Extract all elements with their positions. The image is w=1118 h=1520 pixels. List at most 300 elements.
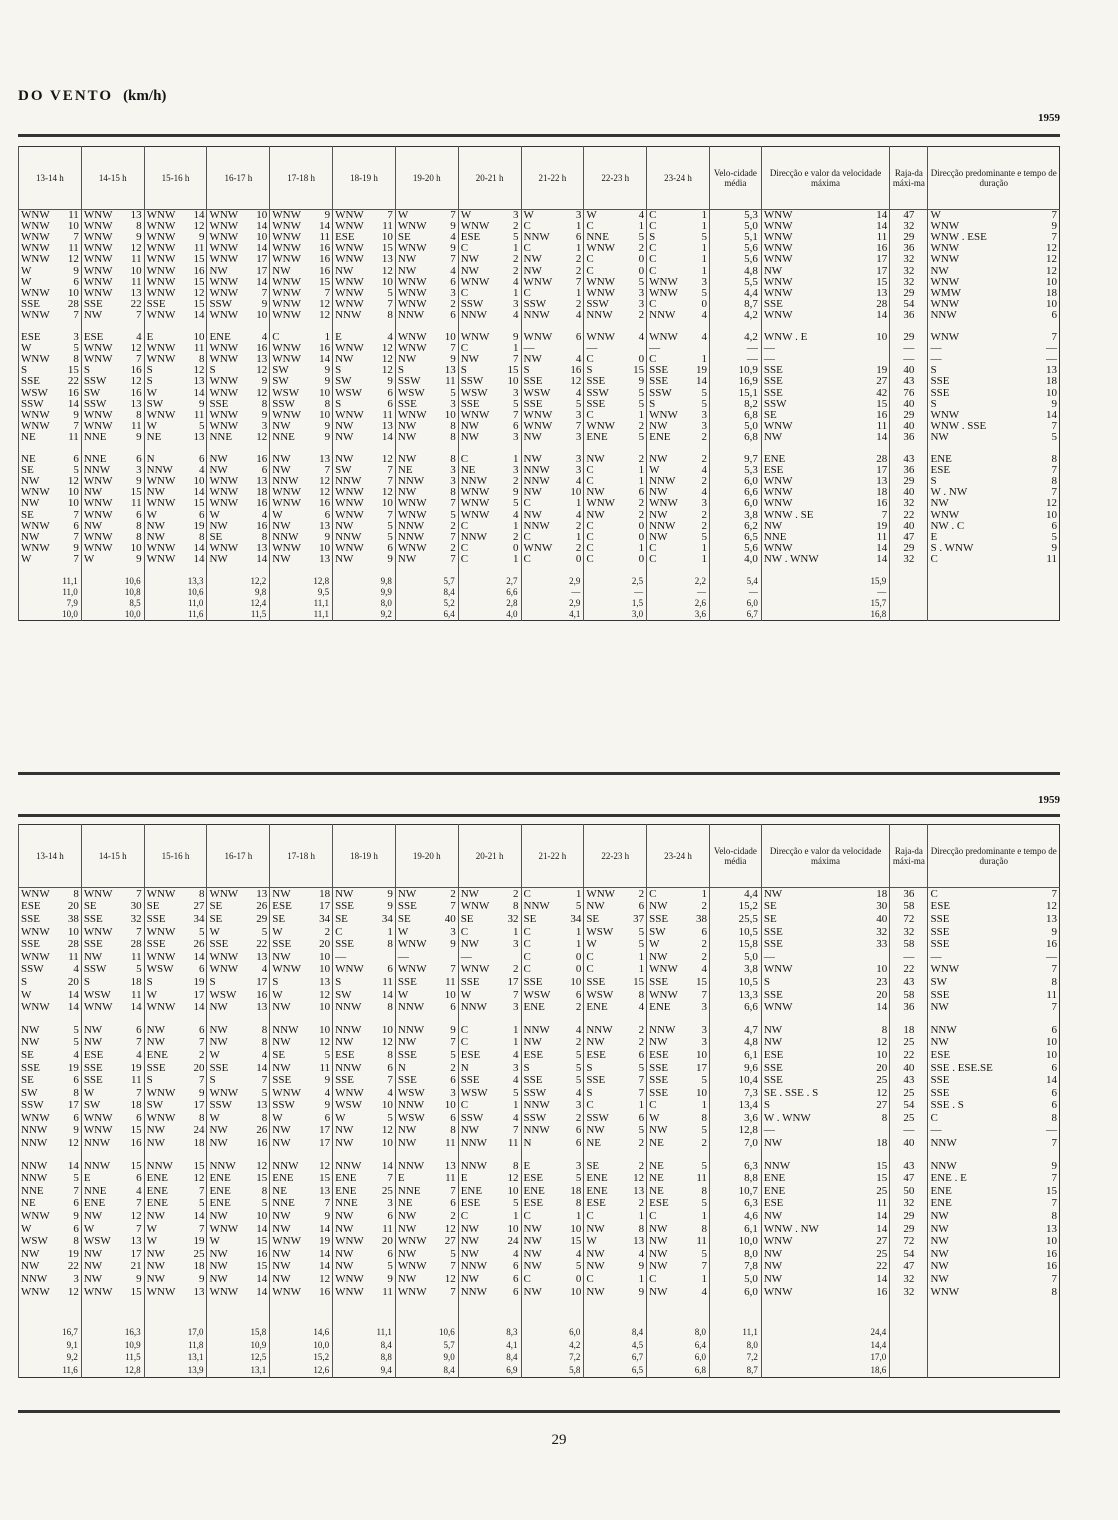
- table-cell: 19: [193, 1235, 205, 1248]
- table-cell: 9: [324, 431, 331, 443]
- average-cell: 7,2: [709, 1352, 761, 1365]
- table-cell: 12: [193, 365, 205, 377]
- table-cell: 7: [73, 509, 79, 521]
- table-cell: 19: [695, 365, 707, 377]
- table-cell: 9: [638, 376, 645, 388]
- table-row: [19, 410, 1060, 421]
- average-row: [19, 1326, 1060, 1339]
- table-cell: 27: [193, 900, 205, 913]
- table-cell: 4: [513, 309, 519, 321]
- table-cell: SSE: [207, 938, 248, 951]
- table-cell: C: [584, 521, 625, 532]
- table-cell: 14: [876, 1001, 888, 1014]
- unit-text: (km/h): [123, 88, 167, 104]
- table-cell: 10: [319, 950, 331, 963]
- table-cell: C: [458, 1210, 499, 1223]
- table-cell: NW: [761, 1137, 865, 1150]
- table-cell: WNW: [761, 1286, 865, 1299]
- table-cell: 15: [193, 254, 205, 266]
- table-cell: 25: [193, 1248, 205, 1260]
- table-cell: ESE: [761, 465, 865, 476]
- average-cell: 1,5: [584, 598, 647, 609]
- table-cell: 6: [575, 232, 582, 244]
- table-cell: 20: [876, 1061, 888, 1074]
- table-cell: 6: [1051, 309, 1057, 321]
- table-cell: C: [584, 254, 625, 265]
- table-cell: 1: [638, 409, 645, 421]
- table-cell: NW: [333, 1125, 374, 1138]
- table-cell: WSW: [333, 388, 374, 399]
- table-cell: 2: [324, 925, 331, 938]
- table-cell: S: [207, 365, 248, 376]
- table-cell: [374, 951, 396, 964]
- table-cell: 14: [381, 1159, 393, 1172]
- table-cell: S . WNW: [928, 543, 1035, 554]
- table-cell: 4: [261, 332, 268, 344]
- table-cell: NW: [928, 432, 1035, 443]
- table-cell: 5,0: [709, 221, 761, 232]
- table-cell: W: [81, 1087, 122, 1100]
- table-cell: 10: [444, 988, 456, 1001]
- average-cell: 11,5: [207, 609, 270, 621]
- table-cell: S: [333, 976, 374, 989]
- table-cell: 1: [575, 1210, 582, 1223]
- table-cell: NW: [144, 1024, 185, 1037]
- table-cell: 10: [130, 542, 142, 554]
- table-cell: WNW: [207, 498, 248, 509]
- table-cell: NNW: [458, 1001, 499, 1014]
- table-cell: 4: [513, 509, 519, 521]
- table-cell: NNW: [584, 310, 625, 321]
- table-cell: E: [81, 1172, 122, 1185]
- table-cell: C: [647, 210, 688, 222]
- table-cell: ESE: [928, 1049, 1035, 1062]
- table-cell: 5: [513, 1086, 519, 1099]
- table-cell: 5,6: [709, 543, 761, 554]
- table-cell: 1: [575, 938, 582, 951]
- table-cell: WNW: [81, 1001, 122, 1014]
- table-cell: WNW: [270, 343, 311, 354]
- table-cell: 9: [324, 1210, 331, 1223]
- table-row: [19, 288, 1060, 299]
- table-cell: NW: [395, 1037, 436, 1050]
- table-cell: 10: [507, 1222, 519, 1235]
- average-cell: 5,2: [395, 598, 458, 609]
- table-cell: WNW: [81, 926, 122, 939]
- table-cell: NW: [144, 487, 185, 498]
- table-cell: 4,6: [709, 1210, 761, 1223]
- table-cell: 9: [73, 409, 79, 421]
- table-cell: WNW: [207, 376, 248, 387]
- table-cell: NW: [333, 1137, 374, 1150]
- table-cell: SE: [333, 913, 374, 926]
- table-cell: NW: [458, 432, 499, 443]
- column-header: 17-18 h: [270, 825, 333, 888]
- table-cell: 28: [67, 298, 79, 310]
- table-cell: 12: [193, 287, 205, 299]
- table-cell: 8: [575, 1197, 582, 1210]
- table-cell: 2: [513, 221, 519, 233]
- table-row: [19, 388, 1060, 399]
- table-cell: 1: [513, 243, 519, 255]
- table-cell: C: [521, 964, 562, 977]
- table-cell: 30: [130, 900, 142, 913]
- table-cell: 22: [67, 376, 79, 388]
- table-cell: 16,9: [709, 376, 761, 387]
- table-cell: 6,3: [709, 1160, 761, 1173]
- table-cell: 1: [324, 332, 331, 344]
- table-cell: 4: [198, 465, 205, 477]
- average-row: [19, 1352, 1060, 1365]
- table-cell: 13: [381, 254, 393, 266]
- table-cell: 10: [319, 1023, 331, 1036]
- table-cell: 9: [324, 1099, 331, 1112]
- table-cell: 16: [876, 409, 888, 421]
- table-cell: 15: [193, 498, 205, 510]
- table-cell: NW: [19, 476, 60, 487]
- table-cell: 15: [130, 1124, 142, 1137]
- table-cell: 32: [890, 1286, 928, 1299]
- table-cell: NNW: [395, 1160, 436, 1173]
- average-cell: 15,9: [761, 576, 889, 587]
- table-cell: S: [395, 365, 436, 376]
- table-cell: SW: [19, 1087, 60, 1100]
- table-cell: WNW: [333, 487, 374, 498]
- table-cell: 24: [193, 1124, 205, 1137]
- average-cell: 8,4: [584, 1326, 647, 1339]
- table-cell: WNW: [928, 510, 1035, 521]
- table-cell: NW: [521, 487, 562, 498]
- table-cell: [625, 343, 647, 354]
- table-cell: ENE: [207, 1198, 248, 1211]
- table-cell: WNW: [761, 498, 865, 509]
- table-cell: 1: [638, 950, 645, 963]
- table-cell: NW: [270, 1261, 311, 1274]
- table-cell: ENE: [270, 1172, 311, 1185]
- table-cell: 5: [513, 232, 519, 244]
- table-cell: 9: [387, 887, 393, 900]
- table-cell: 40: [890, 521, 928, 532]
- table-cell: 47: [890, 1261, 928, 1274]
- column-header: Direcção e valor da velocidade máxima: [761, 825, 889, 888]
- average-cell: 2,9: [521, 576, 584, 587]
- table-cell: WNW: [207, 410, 248, 421]
- table-cell: WNW: [395, 221, 436, 232]
- table-cell: WNW: [19, 310, 60, 321]
- table-cell: WNW: [81, 476, 122, 487]
- table-cell: NE: [19, 1198, 60, 1211]
- table-cell: WNW: [333, 410, 374, 421]
- table-cell: NW: [928, 1223, 1035, 1236]
- table-cell: C: [584, 1100, 625, 1113]
- table-cell: WNW: [458, 964, 499, 977]
- table-cell: 16: [319, 498, 331, 510]
- average-cell: 17,0: [144, 1326, 207, 1339]
- table-cell: 6,0: [709, 476, 761, 487]
- average-cell: 14,4: [761, 1339, 889, 1352]
- table-cell: W: [270, 989, 311, 1002]
- table-cell: WNW: [19, 543, 60, 554]
- table-cell: 32: [890, 1273, 928, 1286]
- table-cell: 17: [507, 976, 519, 988]
- table-cell: 11: [696, 1172, 707, 1185]
- average-cell: 9,2: [19, 1352, 82, 1365]
- table-cell: 12,8: [709, 1125, 761, 1138]
- column-header: Velo-cidade média: [709, 147, 761, 210]
- table-cell: WNW: [19, 410, 60, 421]
- table-cell: SSW: [647, 388, 688, 399]
- table-cell: WNW: [333, 1286, 374, 1299]
- table-cell: NW: [81, 487, 122, 498]
- table-cell: 8: [1051, 1112, 1057, 1124]
- table-cell: 7: [1051, 232, 1057, 244]
- column-header: 18-19 h: [333, 147, 396, 210]
- table-cell: C: [584, 354, 625, 365]
- table-cell: SE: [207, 532, 248, 543]
- table-cell: SSE: [270, 938, 311, 951]
- average-cell: 15,8: [207, 1326, 270, 1339]
- table-cell: WNW: [19, 1286, 60, 1299]
- table-cell: 33: [876, 938, 888, 951]
- table-cell: W: [647, 1112, 688, 1125]
- table-cell: 10,9: [709, 365, 761, 376]
- table-cell: 7: [450, 1260, 456, 1273]
- table-cell: NW: [19, 1024, 60, 1037]
- table-cell: 12: [381, 354, 393, 366]
- table-cell: 8,2: [709, 399, 761, 410]
- table-cell: 14: [67, 1001, 79, 1014]
- table-cell: ESE: [761, 1049, 865, 1062]
- table-cell: 14: [319, 1260, 331, 1273]
- table-cell: C: [458, 288, 499, 299]
- table-cell: WMW: [928, 288, 1035, 299]
- table-cell: ENE: [584, 1001, 625, 1014]
- table-cell: S: [144, 976, 185, 989]
- table-cell: 13: [876, 476, 888, 488]
- table-cell: 6,8: [709, 410, 761, 421]
- average-row: [19, 1339, 1060, 1352]
- table-cell: 9: [324, 1074, 331, 1087]
- table-row: [19, 421, 1060, 432]
- table-cell: W: [647, 465, 688, 476]
- table-cell: 32: [890, 926, 928, 939]
- table-cell: NW: [521, 1235, 562, 1248]
- table-row: [19, 432, 1060, 443]
- table-cell: SSE: [144, 1062, 185, 1075]
- table-cell: 32: [507, 913, 519, 925]
- table-cell: 2: [638, 498, 645, 510]
- table-cell: 9: [136, 431, 142, 443]
- table-cell: ENE: [584, 432, 625, 443]
- table-cell: 28: [876, 298, 888, 310]
- table-cell: 14: [256, 1273, 268, 1286]
- table-cell: 26: [193, 938, 205, 951]
- table-cell: 2: [701, 938, 707, 951]
- table-cell: 7,8: [709, 1261, 761, 1274]
- table-cell: —: [761, 354, 865, 365]
- table-cell: SSE: [647, 1087, 688, 1100]
- average-cell: 6,4: [647, 1339, 710, 1352]
- table-cell: SE: [395, 232, 436, 243]
- average-cell: 4,0: [458, 609, 521, 621]
- table-cell: NE: [647, 1160, 688, 1173]
- table-cell: WNW: [333, 277, 374, 288]
- table-cell: 13: [319, 1185, 331, 1197]
- table-cell: 4: [701, 487, 707, 499]
- table-cell: WNW: [270, 1235, 311, 1248]
- table-cell: 4: [513, 1112, 519, 1124]
- table-cell: 10,4: [709, 1074, 761, 1087]
- table-cell: 7: [450, 209, 456, 222]
- table-cell: —: [890, 343, 928, 354]
- table-cell: 5: [198, 925, 205, 938]
- table-cell: C: [647, 299, 688, 310]
- table-cell: WNW: [207, 543, 248, 554]
- table-cell: 16: [319, 254, 331, 266]
- table-cell: NW: [395, 554, 436, 565]
- average-cell: 12,5: [207, 1352, 270, 1365]
- table-cell: 7: [198, 1036, 205, 1049]
- table-cell: NW: [333, 432, 374, 443]
- column-header: 19-20 h: [395, 147, 458, 210]
- table-cell: SSE: [647, 1074, 688, 1087]
- table-cell: 17: [319, 900, 331, 913]
- table-cell: 12: [381, 1124, 393, 1137]
- table-cell: 4: [701, 332, 707, 344]
- table-cell: WNW: [19, 232, 60, 243]
- table-cell: NW: [144, 1137, 185, 1150]
- column-header: Direcção predominante e tempo de duração: [928, 147, 1060, 210]
- table-cell: —: [521, 343, 562, 354]
- table-cell: SSE: [81, 299, 122, 310]
- table-cell: 11: [876, 531, 888, 543]
- table-cell: 7: [387, 465, 393, 477]
- table-cell: 40: [876, 913, 888, 925]
- table-cell: 58: [890, 938, 928, 951]
- average-cell: 6,0: [647, 1352, 710, 1365]
- table-cell: 6,3: [709, 1198, 761, 1211]
- table-cell: 10: [876, 963, 888, 976]
- table-cell: S: [521, 1062, 562, 1075]
- table-cell: 2: [701, 454, 707, 466]
- table-cell: 9: [1051, 398, 1057, 410]
- table-cell: 2: [638, 1036, 645, 1049]
- table-cell: 18: [876, 1137, 888, 1150]
- table-cell: 0: [575, 1273, 582, 1286]
- table-cell: NNW: [458, 310, 499, 321]
- table-cell: 16: [1046, 1260, 1057, 1273]
- table-cell: NNW: [81, 1160, 122, 1173]
- average-cell: 11,1: [270, 609, 333, 621]
- table-cell: 1: [701, 1099, 707, 1112]
- table-cell: 22: [876, 1260, 888, 1273]
- table-cell: W . NW: [928, 487, 1035, 498]
- table-cell: ENE: [761, 454, 865, 465]
- table-cell: WNW: [270, 288, 311, 299]
- table-cell: 14: [193, 1210, 205, 1223]
- table-cell: 6: [387, 963, 393, 976]
- table-cell: C: [458, 926, 499, 939]
- average-cell: 5,4: [709, 576, 761, 587]
- table-cell: 9: [387, 376, 393, 388]
- table-cell: NNW: [395, 1024, 436, 1037]
- average-cell: 10,9: [207, 1339, 270, 1352]
- table-cell: 5: [450, 1049, 456, 1061]
- table-cell: 3: [136, 465, 142, 477]
- table-cell: 10: [381, 276, 393, 288]
- table-cell: S: [207, 1074, 248, 1087]
- table-cell: 1: [575, 243, 582, 255]
- table-cell: 1: [575, 925, 582, 938]
- table-cell: 8: [638, 988, 645, 1001]
- table-cell: 14: [256, 221, 268, 233]
- table-cell: 9: [387, 900, 393, 913]
- table-cell: NW: [395, 254, 436, 265]
- table-cell: 9,7: [709, 454, 761, 465]
- table-cell: 3: [261, 420, 268, 432]
- table-cell: 16: [570, 365, 582, 377]
- table-cell: WNW: [647, 410, 688, 421]
- table-cell: SSE: [458, 1074, 499, 1087]
- table-cell: WNW: [395, 498, 436, 509]
- table-cell: —: [709, 354, 761, 365]
- table-cell: 14: [381, 431, 393, 443]
- table-cell: 3: [638, 298, 645, 310]
- table-cell: WNW: [584, 421, 625, 432]
- table-cell: ENE: [928, 1198, 1035, 1211]
- table-row: [19, 277, 1060, 288]
- table-cell: 6: [136, 1112, 142, 1124]
- table-row: [19, 354, 1060, 365]
- table-cell: 10: [381, 232, 393, 244]
- table-cell: WNW: [19, 254, 60, 265]
- table-cell: WNW . E: [761, 332, 865, 343]
- table-cell: 7: [1051, 332, 1057, 344]
- table-cell: W: [207, 1049, 248, 1062]
- table-cell: 4: [387, 332, 393, 344]
- table-cell: 7: [513, 354, 519, 366]
- table-cell: 16: [256, 498, 268, 510]
- table-cell: 5: [1051, 431, 1057, 443]
- table-cell: 28: [67, 938, 79, 951]
- table-cell: SSE: [81, 1062, 122, 1075]
- table-cell: 22: [890, 964, 928, 977]
- table-cell: 14: [319, 1222, 331, 1235]
- table-cell: 9: [261, 376, 268, 388]
- table-cell: 13: [444, 1159, 456, 1172]
- table-cell: 8: [701, 1185, 707, 1197]
- table-cell: 11: [382, 409, 393, 421]
- table-cell: NW: [333, 554, 374, 565]
- table-cell: C: [521, 221, 562, 232]
- table-cell: 7: [1051, 420, 1057, 432]
- table-cell: 6: [73, 520, 79, 532]
- table-cell: 5: [701, 1197, 707, 1210]
- table-cell: WNW: [647, 989, 688, 1002]
- table-cell: 12: [1046, 254, 1057, 266]
- table-cell: ESE: [521, 1172, 562, 1185]
- table-cell: 5: [701, 287, 707, 299]
- table-cell: —: [761, 1125, 865, 1138]
- table-cell: 36: [890, 243, 928, 254]
- table-cell: 1: [513, 925, 519, 938]
- table-cell: 17: [695, 1061, 707, 1074]
- table-cell: 6: [198, 454, 205, 466]
- table-cell: 18: [876, 887, 888, 900]
- table-cell: 4: [575, 354, 582, 366]
- table-cell: 26: [256, 1124, 268, 1137]
- table-cell: 7: [136, 1036, 142, 1049]
